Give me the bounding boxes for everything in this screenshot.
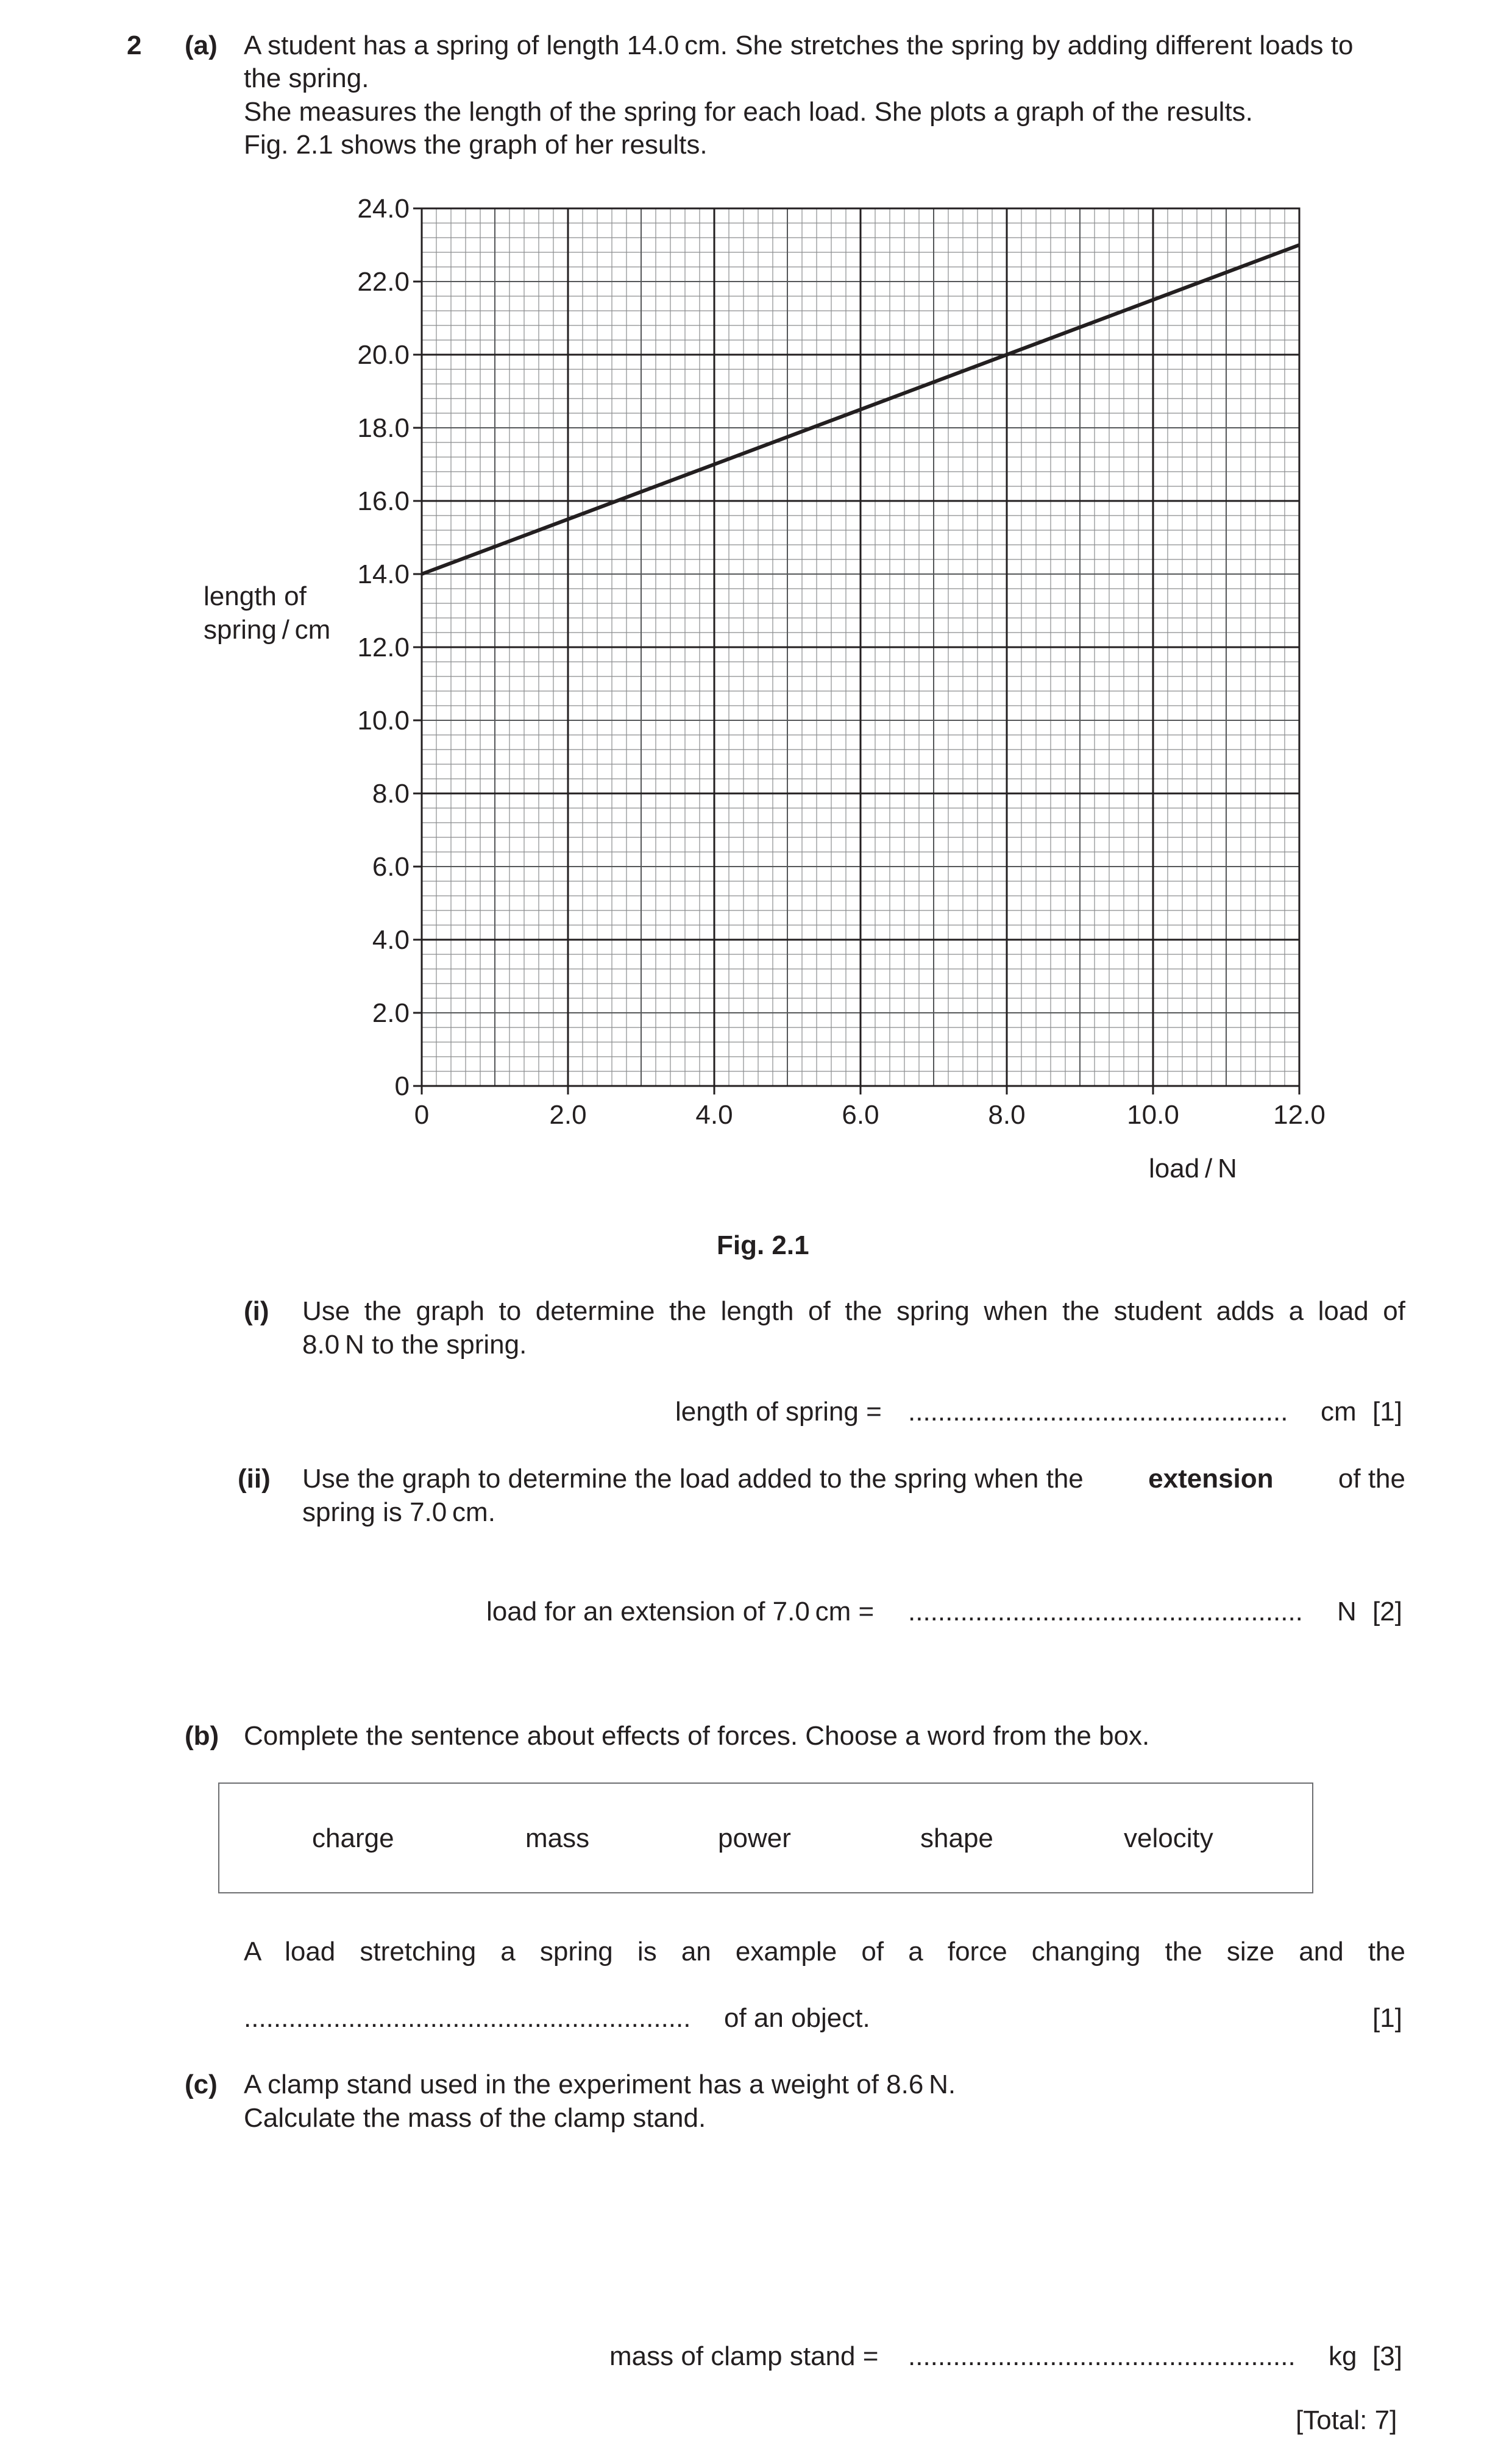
- sub-i-marks: [1]: [1372, 1397, 1402, 1427]
- part-b-sentence-end: of an object.: [724, 2003, 870, 2033]
- y-tick-label: 0: [394, 1071, 410, 1101]
- total-marks: [Total: 7]: [1296, 2405, 1397, 2435]
- part-a-text-line-4: Fig. 2.1 shows the graph of her results.: [244, 130, 708, 160]
- y-tick-label: 24.0: [357, 194, 410, 224]
- x-tick-label: 10.0: [1127, 1100, 1179, 1130]
- part-b-answer-line[interactable]: ............................................................: [244, 2003, 691, 2033]
- part-c-text-line-1: A clamp stand used in the experiment has a weight of 8.6 N.: [244, 2070, 956, 2099]
- y-tick-label: 18.0: [357, 413, 410, 443]
- part-c-marks: [3]: [1372, 2341, 1402, 2371]
- sub-ii-text-line-1: [302, 1463, 1405, 1495]
- y-tick-labels: [357, 194, 410, 1101]
- y-tick-label: 12.0: [357, 633, 410, 662]
- sub-i-answer-label: length of spring =: [675, 1397, 882, 1427]
- y-tick-label: 8.0: [372, 779, 410, 809]
- y-axis-label-line-2: spring / cm: [204, 615, 331, 645]
- sub-i-answer-line[interactable]: ...................................................: [908, 1397, 1288, 1427]
- sub-i-label: (i): [244, 1296, 269, 1326]
- sub-i-unit: cm: [1321, 1397, 1357, 1427]
- word-shape: shape: [920, 1823, 993, 1853]
- sub-ii-answer-line[interactable]: .....................................................: [908, 1597, 1303, 1626]
- part-c-text-line-2: Calculate the mass of the clamp stand.: [244, 2103, 706, 2133]
- word-charge: charge: [312, 1823, 394, 1853]
- y-tick-label: 2.0: [372, 998, 410, 1028]
- x-tick-label: 12.0: [1273, 1100, 1326, 1130]
- y-tick-label: 20.0: [357, 340, 410, 370]
- sub-ii-text-end: of the: [1338, 1464, 1405, 1494]
- x-tick-label: 0: [414, 1100, 430, 1130]
- sub-ii-unit: N: [1337, 1597, 1357, 1626]
- part-a-label: (a): [185, 30, 218, 60]
- y-tick-label: 14.0: [357, 559, 410, 589]
- axis-ticks: [413, 208, 1299, 1094]
- figure-caption: Fig. 2.1: [717, 1230, 809, 1260]
- part-b-label: (b): [185, 1721, 219, 1751]
- part-b-sentence-line-1: A load stretching a spring is an example of a force changing the size and the: [244, 1937, 1405, 1967]
- sub-ii-text-bold: extension: [1148, 1464, 1274, 1494]
- x-tick-label: 2.0: [549, 1100, 587, 1130]
- sub-ii-marks: [2]: [1372, 1597, 1402, 1626]
- sub-i-text-line-1: Use the graph to determine the length of the spring when the student adds a load of: [302, 1296, 1405, 1326]
- part-a-text-line-2: the spring.: [244, 63, 369, 93]
- y-tick-label: 22.0: [357, 267, 410, 297]
- word-velocity: velocity: [1124, 1823, 1213, 1853]
- y-tick-label: 16.0: [357, 486, 410, 516]
- x-axis-label: load / N: [1149, 1154, 1237, 1183]
- sub-ii-text-line-2: spring is 7.0 cm.: [302, 1497, 495, 1527]
- sub-ii-answer-label: load for an extension of 7.0 cm =: [486, 1597, 875, 1626]
- part-c-unit: kg: [1329, 2341, 1357, 2371]
- word-power: power: [718, 1823, 791, 1853]
- sub-ii-label: (ii): [238, 1464, 271, 1494]
- x-tick-label: 6.0: [842, 1100, 879, 1130]
- part-b-text: Complete the sentence about effects of forces. Choose a word from the box.: [244, 1721, 1150, 1751]
- sub-i-text-line-2: 8.0 N to the spring.: [302, 1330, 527, 1360]
- part-a-text-line-3: She measures the length of the spring for each load. She plots a graph of the results.: [244, 97, 1253, 127]
- part-c-answer-line[interactable]: ....................................................: [908, 2341, 1296, 2371]
- part-a-text-line-1: A student has a spring of length 14.0 cm. She stretches the spring by adding different loads to: [244, 30, 1354, 60]
- question-number: 2: [127, 30, 142, 60]
- y-tick-label: 4.0: [372, 925, 410, 955]
- word-mass: mass: [525, 1823, 590, 1853]
- y-tick-label: 10.0: [357, 706, 410, 736]
- x-tick-label: 4.0: [695, 1100, 733, 1130]
- x-tick-label: 8.0: [988, 1100, 1026, 1130]
- y-axis-label-line-1: length of: [204, 581, 307, 611]
- y-tick-label: 6.0: [372, 852, 410, 882]
- x-tick-labels: [414, 1100, 1326, 1130]
- sub-ii-text-start: Use the graph to determine the load added to the spring when the: [302, 1464, 1084, 1494]
- part-c-label: (c): [185, 2070, 218, 2099]
- part-c-answer-label: mass of clamp stand =: [609, 2341, 879, 2371]
- part-b-marks: [1]: [1372, 2003, 1402, 2033]
